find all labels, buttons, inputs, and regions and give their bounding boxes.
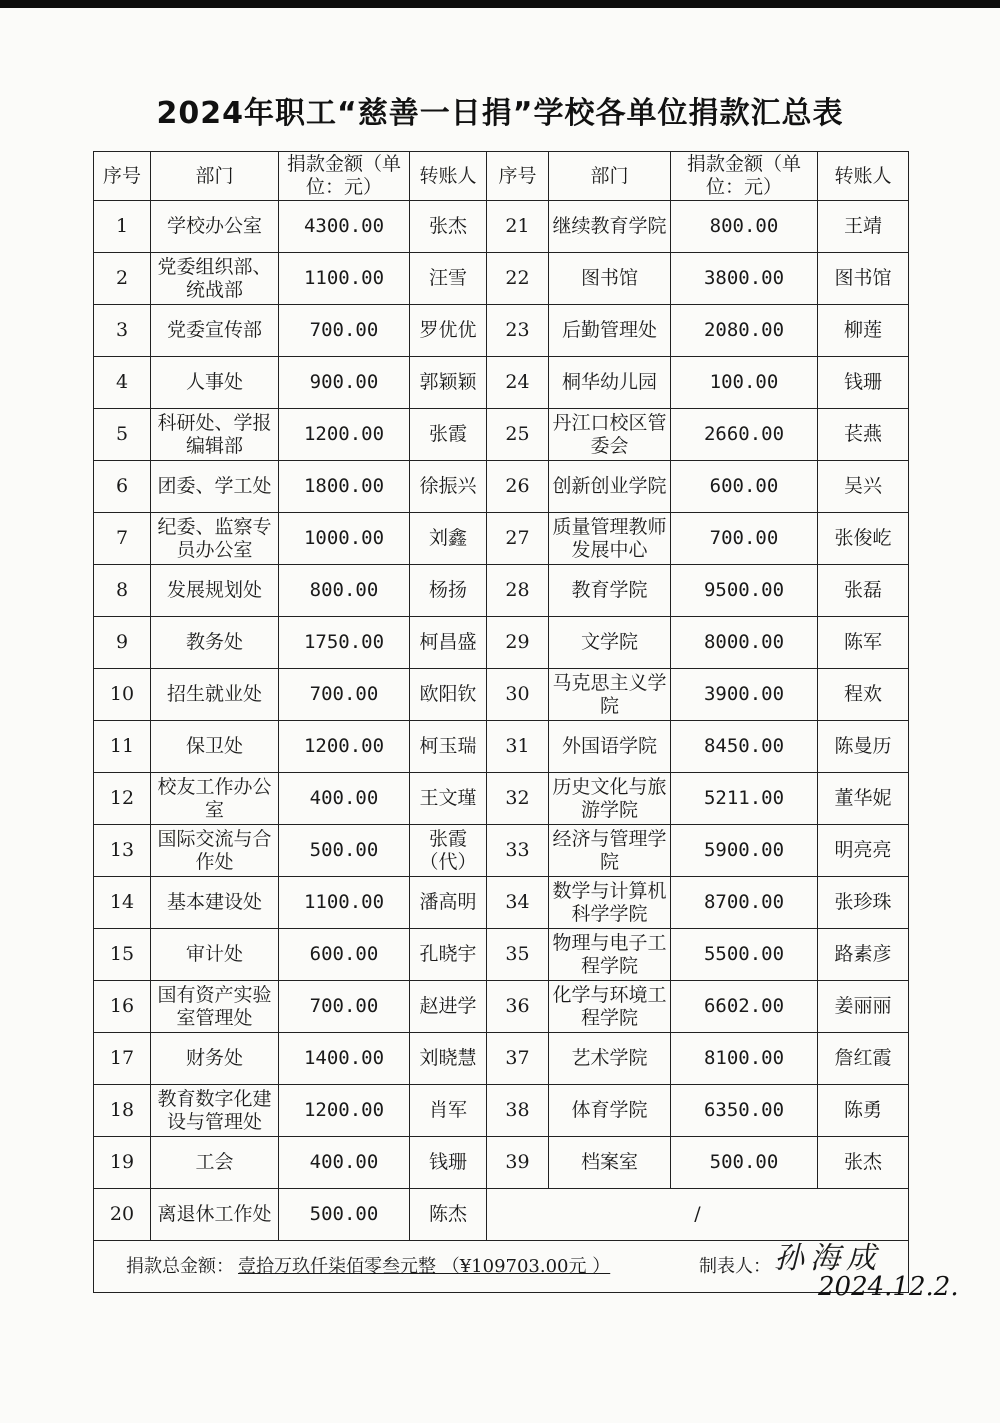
cell-payer-right: 张杰 (818, 1137, 909, 1189)
cell-no-left: 15 (94, 929, 151, 981)
table-row (94, 1085, 909, 1137)
table-row (94, 513, 909, 565)
table-header-row (94, 152, 909, 201)
cell-payer-right: 张磊 (818, 565, 909, 617)
table-body (94, 201, 909, 1189)
cell-amount-right: 5900.00 (671, 825, 818, 877)
cell-no-left: 12 (94, 773, 151, 825)
cell-no-left: 3 (94, 305, 151, 357)
table-row-last (94, 1189, 909, 1241)
cell-dept-right: 教育学院 (549, 565, 671, 617)
cell-no-left: 9 (94, 617, 151, 669)
cell-dept-right: 文学院 (549, 617, 671, 669)
cell-payer-left: 张霞 (410, 409, 487, 461)
cell-amount-right: 3800.00 (671, 253, 818, 305)
cell-amount-right: 6602.00 (671, 981, 818, 1033)
total-label: 捐款总金额： (126, 1256, 234, 1277)
cell-payer-right: 陈勇 (818, 1085, 909, 1137)
header-payer-right: 转账人 (818, 152, 909, 201)
cell-no-left: 17 (94, 1033, 151, 1085)
cell-amount-left: 800.00 (279, 565, 410, 617)
cell-amount-left: 1200.00 (279, 1085, 410, 1137)
cell-amount-right: 500.00 (671, 1137, 818, 1189)
cell-no-right: 31 (487, 721, 549, 773)
table-row (94, 721, 909, 773)
table-row (94, 669, 909, 721)
cell-no-right: 27 (487, 513, 549, 565)
cell-amount-left: 1750.00 (279, 617, 410, 669)
cell-no-left: 2 (94, 253, 151, 305)
cell-no-right: 34 (487, 877, 549, 929)
table-row (94, 305, 909, 357)
cell-amount-left: 4300.00 (279, 201, 410, 253)
cell-dept-right: 继续教育学院 (549, 201, 671, 253)
header-dept-right: 部门 (549, 152, 671, 201)
cell-dept-right: 档案室 (549, 1137, 671, 1189)
cell-dept-right: 数学与计算机科学学院 (549, 877, 671, 929)
cell-amount-right: 5500.00 (671, 929, 818, 981)
cell-amount-right: 6350.00 (671, 1085, 818, 1137)
table-row (94, 773, 909, 825)
cell-payer-left: 刘晓慧 (410, 1033, 487, 1085)
cell-payer-left: 张杰 (410, 201, 487, 253)
table-row (94, 877, 909, 929)
cell-dept-right: 后勤管理处 (549, 305, 671, 357)
cell-dept-right: 体育学院 (549, 1085, 671, 1137)
cell-amount-right: 700.00 (671, 513, 818, 565)
cell-amount-left: 400.00 (279, 1137, 410, 1189)
cell-amount-left: 1100.00 (279, 877, 410, 929)
cell-amount-left: 700.00 (279, 981, 410, 1033)
cell-no-left: 6 (94, 461, 151, 513)
cell-no-right: 26 (487, 461, 549, 513)
cell-no-right: 30 (487, 669, 549, 721)
cell-dept-left: 招生就业处 (151, 669, 279, 721)
cell-dept-right: 经济与管理学院 (549, 825, 671, 877)
cell-no-right: 38 (487, 1085, 549, 1137)
cell-payer-right: 董华妮 (818, 773, 909, 825)
cell-no-right: 39 (487, 1137, 549, 1189)
cell-amount-left: 500.00 (279, 825, 410, 877)
cell-amount-right: 8450.00 (671, 721, 818, 773)
cell-payer-right: 陈曼历 (818, 721, 909, 773)
cell-payer-left: 钱珊 (410, 1137, 487, 1189)
cell-dept-left: 基本建设处 (151, 877, 279, 929)
cell-no-left: 5 (94, 409, 151, 461)
cell-dept-left: 党委组织部、统战部 (151, 253, 279, 305)
cell-amount-right: 8700.00 (671, 877, 818, 929)
cell-amount-right: 9500.00 (671, 565, 818, 617)
cell-payer-left: 汪雪 (410, 253, 487, 305)
scan-top-edge (0, 0, 1000, 8)
cell-no-right: 23 (487, 305, 549, 357)
handwritten-signature: 孙海成 (774, 1241, 882, 1276)
footer-cell (94, 1241, 909, 1293)
cell-amount-right: 3900.00 (671, 669, 818, 721)
cell-payer-left: 肖军 (410, 1085, 487, 1137)
table-row (94, 565, 909, 617)
cell-amount-right: 8100.00 (671, 1033, 818, 1085)
handwritten-date: 2024.12.2. (818, 1272, 959, 1302)
cell-payer-left: 刘鑫 (410, 513, 487, 565)
cell-no-right: 35 (487, 929, 549, 981)
cell-payer-right: 柳莲 (818, 305, 909, 357)
cell-dept-right: 创新创业学院 (549, 461, 671, 513)
cell-payer-left: 徐振兴 (410, 461, 487, 513)
cell-payer-left: 欧阳钦 (410, 669, 487, 721)
cell-payer-right: 姜丽丽 (818, 981, 909, 1033)
cell-dept-left: 工会 (151, 1137, 279, 1189)
table-row (94, 201, 909, 253)
cell-dept-left: 团委、学工处 (151, 461, 279, 513)
donation-summary-table (93, 151, 909, 1293)
cell-payer-right: 程欢 (818, 669, 909, 721)
cell-amount-left: 1000.00 (279, 513, 410, 565)
cell-no-right: 25 (487, 409, 549, 461)
cell-payer-right: 苌燕 (818, 409, 909, 461)
cell-dept-right: 化学与环境工程学院 (549, 981, 671, 1033)
cell-dept-left: 保卫处 (151, 721, 279, 773)
cell-no-left: 20 (94, 1189, 151, 1241)
cell-dept-left: 教务处 (151, 617, 279, 669)
cell-no-left: 4 (94, 357, 151, 409)
header-amount-right: 捐款金额（单位：元） (671, 152, 818, 201)
cell-dept-left: 科研处、学报编辑部 (151, 409, 279, 461)
cell-no-left: 11 (94, 721, 151, 773)
document-title: 2024年职工“慈善一日捐”学校各单位捐款汇总表 (156, 96, 844, 131)
cell-amount-left: 900.00 (279, 357, 410, 409)
header-no-right: 序号 (487, 152, 549, 201)
cell-amount-left: 700.00 (279, 669, 410, 721)
cell-payer-right: 张珍珠 (818, 877, 909, 929)
cell-dept-right: 桐华幼儿园 (549, 357, 671, 409)
cell-no-left: 10 (94, 669, 151, 721)
table-row (94, 409, 909, 461)
cell-amount-right: 2080.00 (671, 305, 818, 357)
cell-no-left: 1 (94, 201, 151, 253)
table-row (94, 253, 909, 305)
cell-amount-left: 1100.00 (279, 253, 410, 305)
table-row (94, 617, 909, 669)
cell-dept-left: 离退休工作处 (151, 1189, 279, 1241)
cell-payer-right: 张俊屹 (818, 513, 909, 565)
cell-no-right: 28 (487, 565, 549, 617)
cell-payer-right: 王靖 (818, 201, 909, 253)
cell-dept-right: 图书馆 (549, 253, 671, 305)
cell-payer-left: 郭颖颖 (410, 357, 487, 409)
cell-payer-right: 明亮亮 (818, 825, 909, 877)
table-footer-row (94, 1241, 909, 1293)
cell-dept-right: 物理与电子工程学院 (549, 929, 671, 981)
cell-dept-left: 财务处 (151, 1033, 279, 1085)
cell-no-left: 8 (94, 565, 151, 617)
table-row (94, 1033, 909, 1085)
cell-dept-left: 学校办公室 (151, 201, 279, 253)
cell-amount-right: 5211.00 (671, 773, 818, 825)
cell-no-right: 33 (487, 825, 549, 877)
cell-amount-left: 400.00 (279, 773, 410, 825)
cell-amount-left: 1800.00 (279, 461, 410, 513)
table-row (94, 461, 909, 513)
cell-payer-left: 王文瑾 (410, 773, 487, 825)
cell-amount-right: 8000.00 (671, 617, 818, 669)
cell-payer-right: 钱珊 (818, 357, 909, 409)
cell-dept-left: 教育数字化建设与管理处 (151, 1085, 279, 1137)
cell-no-right: 32 (487, 773, 549, 825)
cell-payer-right: 陈军 (818, 617, 909, 669)
cell-payer-left: 柯昌盛 (410, 617, 487, 669)
cell-payer-right: 詹红霞 (818, 1033, 909, 1085)
cell-dept-left: 校友工作办公室 (151, 773, 279, 825)
cell-amount-right: 2660.00 (671, 409, 818, 461)
cell-amount-left: 600.00 (279, 929, 410, 981)
cell-no-right: 21 (487, 201, 549, 253)
cell-amount-left: 1200.00 (279, 409, 410, 461)
cell-dept-right: 历史文化与旅游学院 (549, 773, 671, 825)
table-row (94, 929, 909, 981)
cell-no-left: 7 (94, 513, 151, 565)
cell-dept-right: 质量管理教师发展中心 (549, 513, 671, 565)
cell-payer-left: 潘高明 (410, 877, 487, 929)
cell-payer-left: 赵进学 (410, 981, 487, 1033)
cell-amount-left: 1400.00 (279, 1033, 410, 1085)
cell-no-right: 29 (487, 617, 549, 669)
cell-dept-left: 纪委、监察专员办公室 (151, 513, 279, 565)
cell-payer-right: 图书馆 (818, 253, 909, 305)
cell-dept-right: 丹江口校区管委会 (549, 409, 671, 461)
table-row (94, 981, 909, 1033)
cell-no-left: 16 (94, 981, 151, 1033)
cell-payer-left: 孔晓宇 (410, 929, 487, 981)
cell-dept-left: 审计处 (151, 929, 279, 981)
cell-no-right: 36 (487, 981, 549, 1033)
cell-amount-left: 700.00 (279, 305, 410, 357)
cell-no-left: 14 (94, 877, 151, 929)
maker-label: 制表人： (699, 1256, 771, 1277)
cell-payer-left: 张霞（代） (410, 825, 487, 877)
table-row (94, 357, 909, 409)
header-amount-left: 捐款金额（单位：元） (279, 152, 410, 201)
header-dept-left: 部门 (151, 152, 279, 201)
cell-payer-right: 路素彦 (818, 929, 909, 981)
cell-payer-right: 吴兴 (818, 461, 909, 513)
cell-amount-left: 500.00 (279, 1189, 410, 1241)
cell-payer-left: 陈杰 (410, 1189, 487, 1241)
cell-payer-left: 柯玉瑞 (410, 721, 487, 773)
cell-no-left: 19 (94, 1137, 151, 1189)
cell-amount-left: 1200.00 (279, 721, 410, 773)
cell-dept-left: 人事处 (151, 357, 279, 409)
cell-no-left: 18 (94, 1085, 151, 1137)
table-row (94, 1137, 909, 1189)
cell-no-right: 22 (487, 253, 549, 305)
header-no-left: 序号 (94, 152, 151, 201)
cell-dept-right: 马克思主义学院 (549, 669, 671, 721)
cell-amount-right: 800.00 (671, 201, 818, 253)
cell-amount-right: 100.00 (671, 357, 818, 409)
total-value: 壹拾万玖仟柒佰零叁元整 （¥109703.00元 ） (238, 1256, 611, 1277)
cell-dept-right: 外国语学院 (549, 721, 671, 773)
cell-dept-right: 艺术学院 (549, 1033, 671, 1085)
cell-dept-left: 国际交流与合作处 (151, 825, 279, 877)
cell-dept-left: 发展规划处 (151, 565, 279, 617)
header-payer-left: 转账人 (410, 152, 487, 201)
cell-dept-left: 国有资产实验室管理处 (151, 981, 279, 1033)
cell-payer-left: 罗优优 (410, 305, 487, 357)
cell-amount-right: 600.00 (671, 461, 818, 513)
cell-dept-left: 党委宣传部 (151, 305, 279, 357)
cell-blank-right: / (487, 1189, 909, 1241)
cell-payer-left: 杨扬 (410, 565, 487, 617)
cell-no-right: 24 (487, 357, 549, 409)
cell-no-left: 13 (94, 825, 151, 877)
cell-no-right: 37 (487, 1033, 549, 1085)
table-row (94, 825, 909, 877)
